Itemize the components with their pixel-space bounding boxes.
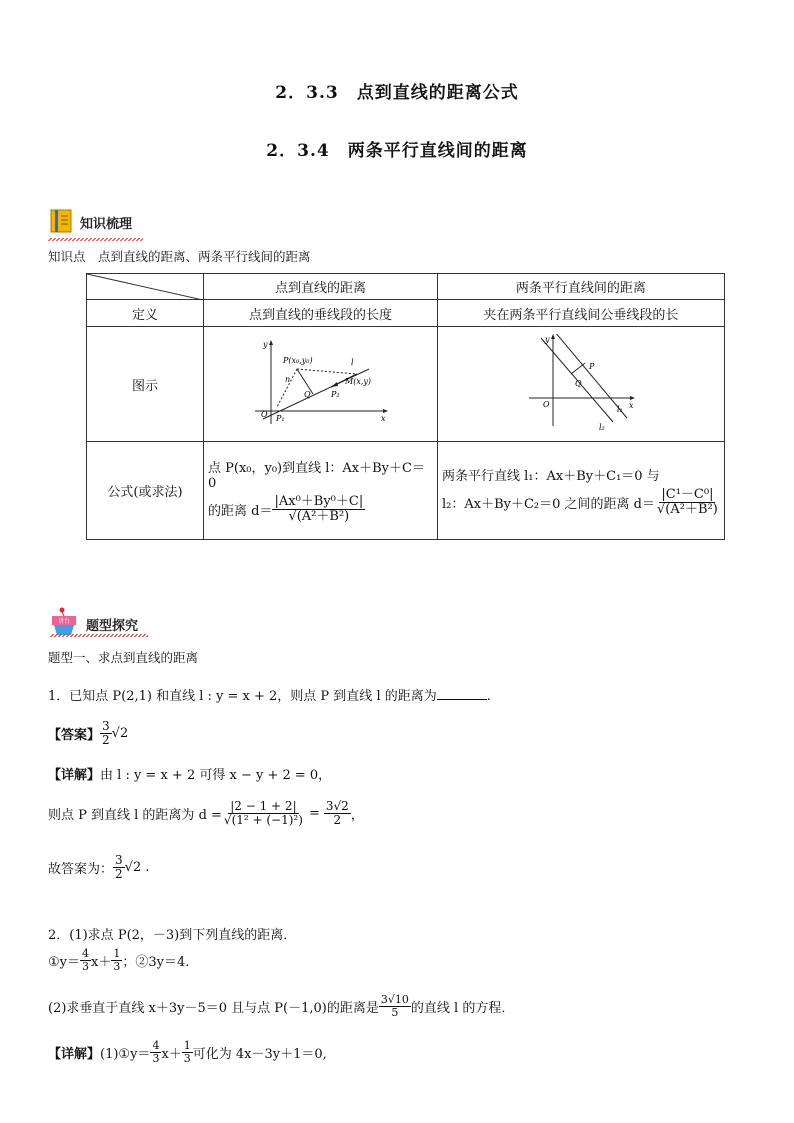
question-2-head: 2．(1)求点 P(2，－3)到下列直线的距离． <box>48 928 297 943</box>
q2-1-b: x＋ <box>91 954 112 970</box>
detail-2-numerator: |2 − 1 + 2| <box>230 799 297 813</box>
knowledge-table <box>86 273 725 540</box>
q2-1-frac2-den: 3 <box>113 959 121 973</box>
point-line-diagram <box>251 339 391 429</box>
fig2-label-x: x <box>628 401 634 410</box>
fig2-label-y: y <box>544 335 550 344</box>
page-title-2: 2．3.4 两条平行直线间的距离 <box>266 141 528 161</box>
question-1-end: . <box>486 689 491 704</box>
knowledge-point-label: 知识点 点到直线的距离、两条平行线间的距离 <box>48 249 311 264</box>
formula-parallel-numerator: |C¹－C⁰| <box>661 486 714 502</box>
q2-1-c: ；②3y＝4. <box>122 954 190 970</box>
squiggle-underline-2 <box>50 634 148 637</box>
question-2-part1 <box>48 948 189 972</box>
detail-4-c: 可化为 4x－3y＋1＝0, <box>192 1046 327 1062</box>
q2-2-a: (2)求垂直于直线 x＋3y－5＝0 且与点 P(－1,0)的距离是 <box>48 1000 379 1016</box>
detail-4-label: 【详解】 <box>48 1046 101 1062</box>
detail-line-2 <box>48 800 364 826</box>
book-icon <box>48 208 76 234</box>
fig2-label-l1: l₁ <box>616 405 623 414</box>
fig1-label-x: x <box>380 414 386 423</box>
detail-2-end: ， <box>350 807 364 823</box>
fig2-label-p: P <box>588 362 595 371</box>
fig1-label-l: l <box>350 358 354 367</box>
detail-line-4 <box>48 1040 327 1064</box>
explore-section-header <box>48 606 138 636</box>
question-1 <box>48 685 491 704</box>
formula-point-denominator: √(A²＋B²) <box>288 509 350 524</box>
fig2-label-o: O <box>542 400 550 409</box>
figure-point-line-cell <box>204 327 438 442</box>
row-label-figure: 图示 <box>87 327 204 442</box>
q2-1-frac1-den: 3 <box>82 959 89 973</box>
detail-3-numerator: 3 <box>115 853 123 867</box>
header-parallel-lines: 两条平行直线间的距离 <box>438 274 725 300</box>
detail-3-end: √2 . <box>124 859 150 875</box>
detail-2-result-numerator: 3√2 <box>325 799 349 813</box>
fig2-label-q: Q <box>574 379 582 388</box>
detail-line-3 <box>48 854 149 880</box>
type1-heading: 题型一、求点到直线的距离 <box>48 650 199 665</box>
table-corner-cell <box>87 274 204 300</box>
formula-parallel <box>438 442 725 540</box>
detail-4-frac2-num: 1 <box>183 1039 191 1052</box>
detail-label: 【详解】 <box>48 768 101 783</box>
definition-point-line: 点到直线的垂线段的长度 <box>204 300 438 327</box>
detail-1-text: 由 l : y = x + 2 可得 x − y + 2 = 0， <box>100 768 332 783</box>
badge-text: 讲台 <box>57 618 71 625</box>
knowledge-section-label: 知识梳理 <box>80 217 133 232</box>
detail-2-equals: = <box>308 805 320 821</box>
fig1-label-p2: P₂ <box>330 390 340 399</box>
squiggle-underline <box>48 238 143 241</box>
fig1-label-n: n <box>284 375 290 384</box>
fig1-label-p1: P₁ <box>275 414 285 423</box>
answer-radical: √2 <box>111 725 129 741</box>
formula-parallel-a: 两条平行直线 l₁：Ax＋By＋C₁＝0 与 <box>442 468 660 484</box>
row-label-definition: 定义 <box>87 300 204 327</box>
detail-3-text: 故答案为： <box>48 861 114 877</box>
fig1-label-y: y <box>262 340 268 349</box>
q2-1-a: ①y＝ <box>48 954 80 970</box>
question-2-part2 <box>48 994 514 1018</box>
header-point-line: 点到直线的距离 <box>204 274 438 300</box>
formula-point-numerator: |Ax⁰＋By⁰＋C| <box>274 494 364 510</box>
q2-2-b: 的直线 l 的方程． <box>410 1000 515 1016</box>
fig1-label-q: Q <box>303 390 311 399</box>
knowledge-section-header <box>48 208 132 234</box>
formula-parallel-b: l₂：Ax＋By＋C₂＝0 之间的距离 d＝ <box>442 496 656 512</box>
answer-numerator: 3 <box>102 719 110 733</box>
row-label-formula: 公式(或求法) <box>87 442 204 540</box>
formula-parallel-denominator: √(A²＋B²) <box>657 501 718 517</box>
detail-2-result-denominator: 2 <box>333 812 342 827</box>
formula-point-line <box>204 442 438 540</box>
detail-3-denominator: 2 <box>115 866 123 881</box>
q2-2-frac-num: 3√10 <box>380 993 409 1006</box>
detail-2-text: 则点 P 到直线 l 的距离为 d = <box>48 807 222 823</box>
fig1-label-o: O <box>260 410 268 419</box>
answer-line <box>48 720 128 746</box>
q2-1-frac2-num: 1 <box>113 947 121 960</box>
formula-point-line-b: 的距离 d＝ <box>208 504 273 519</box>
explore-section-label: 题型探究 <box>86 619 139 634</box>
detail-line-1 <box>48 764 331 783</box>
answer-blank <box>437 687 487 700</box>
detail-4-b: x＋ <box>161 1046 182 1062</box>
fig1-label-p: P(x₀,y₀) <box>282 356 313 365</box>
q2-1-frac1-num: 4 <box>82 947 89 960</box>
figure-parallel-cell <box>438 327 725 442</box>
detail-2-denominator: √(1² + (−1)²) <box>223 812 303 827</box>
q2-2-frac-den: 5 <box>391 1005 399 1019</box>
formula-point-line-a: 点 P(x₀，y₀)到直线 l：Ax＋By＋C＝0 <box>208 461 425 492</box>
fig1-label-m: M(x,y) <box>344 377 371 386</box>
definition-parallel: 夹在两条平行直线间公垂线段的长 <box>438 300 725 327</box>
question-1-text: 1．已知点 P(2,1) 和直线 l : y = x + 2，则点 P 到直线 l 的距离为 <box>48 689 437 704</box>
parallel-lines-diagram <box>521 334 641 434</box>
page-title-1: 2．3.3 点到直线的距离公式 <box>275 83 519 103</box>
fig2-label-l2: l₂ <box>598 423 605 432</box>
detail-4-frac2-den: 3 <box>183 1051 191 1065</box>
answer-label: 【答案】 <box>48 727 101 743</box>
detail-4-frac1-num: 4 <box>152 1039 160 1052</box>
lectern-icon <box>48 606 82 636</box>
answer-denominator: 2 <box>102 732 110 747</box>
detail-4-a: (1)①y＝ <box>100 1046 151 1062</box>
detail-4-frac1-den: 3 <box>152 1051 160 1065</box>
diagonal-line <box>87 274 203 300</box>
